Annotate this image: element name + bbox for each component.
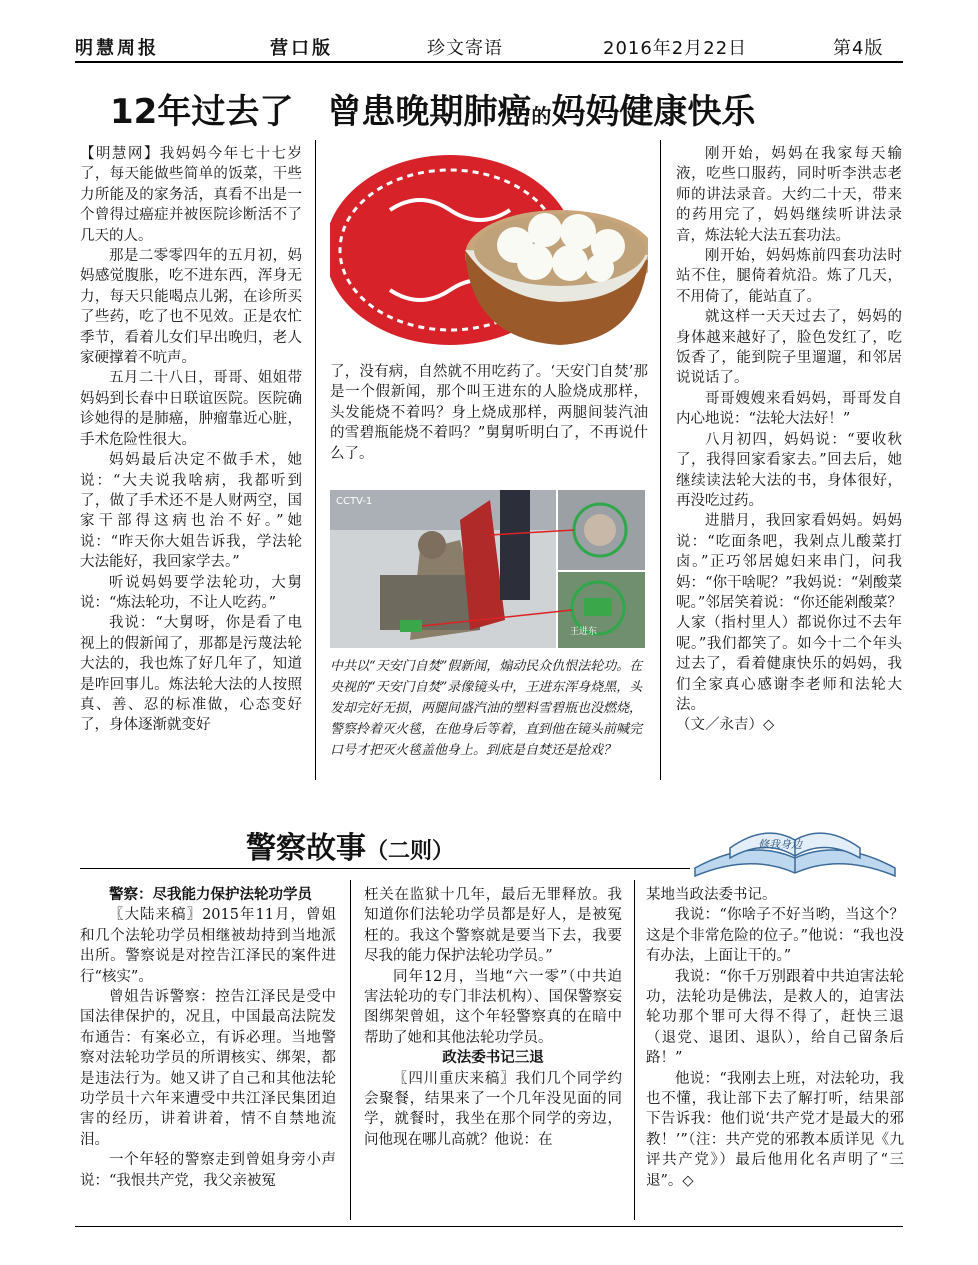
article2-col1 bbox=[80, 885, 336, 1191]
masthead bbox=[75, 34, 903, 60]
article1-col2 bbox=[330, 362, 648, 464]
paragraph: 曾姐告诉警察：控告江泽民是受中国法律保护的，况且，中国最高法院发布通告：有案必立，有诉必理。当地警察对法轮功学员的所谓核实、绑架，都是违法行为。她又讲了自己和其他法轮功学员十六年来遭受中共江泽民集团迫害的经历，讲着讲着，情不自禁地流泪。 bbox=[80, 989, 336, 1148]
page-number: 第4版 bbox=[833, 38, 884, 59]
article2-col2 bbox=[364, 885, 622, 1150]
headline-small: 的 bbox=[531, 104, 552, 128]
paragraph: 〖大陆来稿〗2015年11月，曾姐和几个法轮功学员相继被劫持到当地派出所。警察说是对控告江泽民的案件进行“核实”。 bbox=[80, 907, 336, 985]
paragraph: 某地当政法委书记。 bbox=[646, 887, 777, 903]
column-divider bbox=[350, 880, 351, 1220]
article1-col1 bbox=[80, 144, 302, 736]
paragraph: 进腊月，我回家看妈妈。妈妈说：“吃面条吧，我剁点儿酸菜打卤。”正巧邻居媳妇来串门，问我妈：“你干啥呢？”我妈说：“剁酸菜呢。”邻居笑着说：“你还能剁酸菜？人家（指村里人）都说你过不去年呢。”我们都笑了。如今十二个年头过去了，看着健康快乐的妈妈，我们全家真心感谢李老师和法轮大法。 bbox=[676, 513, 902, 713]
name-tag: 王进东 bbox=[570, 627, 598, 637]
paragraph: 我说：“大舅呀，你是看了电视上的假新闻了，那都是污蔑法轮大法的，我也炼了好几年了，知道是咋回事儿。炼法轮大法的人按照真、善、忍的标准做，心态变好了，身体逐渐就变好 bbox=[80, 615, 302, 734]
issue-date: 2016年2月22日 bbox=[603, 38, 748, 59]
cctv-logo: CCTV-1 bbox=[336, 496, 373, 507]
paragraph: 我说：“你千万别跟着中共迫害法轮功，法轮功是佛法，是救人的，迫害法轮功那个罪可大得不得了，赶快三退（退党、退团、退队），给自己留条后路！” bbox=[646, 968, 904, 1067]
story2-heading: 政法委书记三退 bbox=[442, 1050, 544, 1067]
paragraph: 那是二零零四年的五月初，妈妈感觉腹胀，吃不进东西，浑身无力，每天只能喝点儿粥，在诊所买了些药，吃了也不见效。正是农忙季节，看着儿女们早出晚归，老人家硬撑着不吭声。 bbox=[80, 248, 302, 367]
paragraph: 了，没有病，自然就不用吃药了。‘天安门自焚’那是一个假新闻，那个叫王进东的人脸烧成那样，头发能烧不着吗？身上烧成那样，两腿间装汽油的雪碧瓶能烧不着吗？”舅舅听明白了，不再说什么了。 bbox=[330, 364, 648, 462]
section-rule bbox=[80, 868, 690, 869]
masthead-rule bbox=[75, 61, 903, 63]
paper-name: 明慧周报 bbox=[75, 38, 159, 59]
headline-end: 妈妈健康快乐 bbox=[551, 92, 756, 132]
headline-main: 12年过去了 曾患晚期肺癌 bbox=[110, 92, 532, 132]
book-icon-text: 修我身边 bbox=[758, 838, 802, 851]
article2-title-main: 警察故事 bbox=[246, 831, 366, 866]
photo-caption: 中共以“天安门自焚”假新闻，煽动民众仇恨法轮功。在央视的“天安门自焚”录像镜头中，王进东浑身烧黑，头发却完好无损，两腿间盛汽油的塑料雪碧瓶也没燃烧，警察拎着灭火毯，在他身后等着，直到他在镜头前喊完口号才把灭火毯盖他身上。到底是自焚还是抢戏？ bbox=[330, 659, 643, 758]
byline: （文／永吉）◇ bbox=[676, 717, 775, 734]
column-divider bbox=[660, 140, 661, 780]
column-divider bbox=[634, 880, 635, 1220]
paragraph: 我说：“你啥子不好当哟，当这个？这是个非常危险的位子。”他说：“我也没有办法，上面让干的。” bbox=[646, 907, 904, 965]
tiananmen-illustration bbox=[330, 490, 645, 648]
paragraph: 同年12月，当地“六一零”（中共迫害法轮功的专门非法机构）、国保警察妄图绑架曾姐，这个年轻警察真的在暗中帮助了她和其他法轮功学员。 bbox=[364, 968, 622, 1046]
open-book-icon bbox=[690, 818, 900, 880]
section-name: 珍文寄语 bbox=[427, 38, 503, 59]
article1-headline bbox=[110, 84, 870, 133]
story1-heading: 警察：尽我能力保护法轮功学员 bbox=[109, 887, 312, 903]
paragraph: 就这样一天天过去了，妈妈的身体越来越好了，脸色发红了，吃饭香了，能到院子里遛遛，和邻居说说话了。 bbox=[676, 309, 902, 387]
paragraph: 听说妈妈要学法轮功，大舅说：“炼法轮功，不让人吃药。” bbox=[80, 574, 302, 611]
paragraph: 五月二十八日，哥哥、姐姐带妈妈到长春中日联谊医院。医院确诊她得的是肺癌，肿瘤靠近心脏，手术危险性很大。 bbox=[80, 370, 302, 448]
tiananmen-photo bbox=[330, 490, 645, 648]
tangyuan-illustration bbox=[330, 150, 648, 354]
bottom-rule bbox=[75, 1226, 903, 1227]
article2-title-sub: （二则） bbox=[366, 839, 455, 864]
paragraph: 八月初四，妈妈说：“要收秋了，我得回家看家去。”回去后，她继续读法轮大法的书，身体很好，再没吃过药。 bbox=[676, 431, 902, 509]
tangyuan-photo bbox=[330, 150, 648, 354]
article2-col3 bbox=[646, 885, 904, 1191]
paragraph: 枉关在监狱十几年，最后无罪释放。我知道你们法轮功学员都是好人，是被冤枉的。我这个警察就是要当下去，我要尽我的能力保护法轮功学员。” bbox=[364, 887, 622, 965]
paragraph: 【明慧网】我妈妈今年七十七岁了，每天能做些简单的饭菜，干些力所能及的家务活，真看不出是一个曾得过癌症并被医院诊断活不了几天的人。 bbox=[80, 146, 302, 244]
paragraph: 刚开始，妈妈炼前四套功法时站不住，腿倚着炕沿。炼了几天，不用倚了，能站直了。 bbox=[676, 248, 902, 305]
paragraph: 妈妈最后决定不做手术，她说：“大夫说我啥病，我都听到了，做了手术还不是人财两空，国家干部得这病也治不好。”她说：“昨天你大姐告诉我，学法轮大法能好，我回家学去。” bbox=[80, 452, 302, 571]
article2-title bbox=[246, 823, 454, 867]
article1-col3 bbox=[676, 144, 902, 736]
paragraph: 〖四川重庆来稿〗我们几个同学约会聚餐，结果来了一个几年没见面的同学，就餐时，我坐在那个同学的旁边，问他现在哪儿高就？他说：在 bbox=[364, 1070, 622, 1148]
book-icon bbox=[690, 818, 900, 880]
paragraph: 一个年轻的警察走到曾姐身旁小声说：“我恨共产党，我父亲被冤 bbox=[80, 1152, 336, 1189]
paragraph: 哥哥嫂嫂来看妈妈，哥哥发自内心地说：“法轮大法好！” bbox=[676, 390, 902, 428]
edition-name: 营口版 bbox=[270, 38, 333, 59]
paragraph: 刚开始，妈妈在我家每天输液，吃些口服药，同时听李洪志老师的讲法录音。大约二十天，带来的药用完了，妈妈继续听讲法录音，炼法轮大法五套功法。 bbox=[676, 146, 902, 244]
column-divider bbox=[315, 140, 316, 780]
paragraph: 他说：“我刚去上班，对法轮功，我也不懂，我让部下去了解打听，结果部下告诉我：他们说‘共产党才是最大的邪教！’”（注：共产党的邪教本质详见《九评共产党》）最后他用化名声明了“三退”。◇ bbox=[646, 1070, 904, 1189]
